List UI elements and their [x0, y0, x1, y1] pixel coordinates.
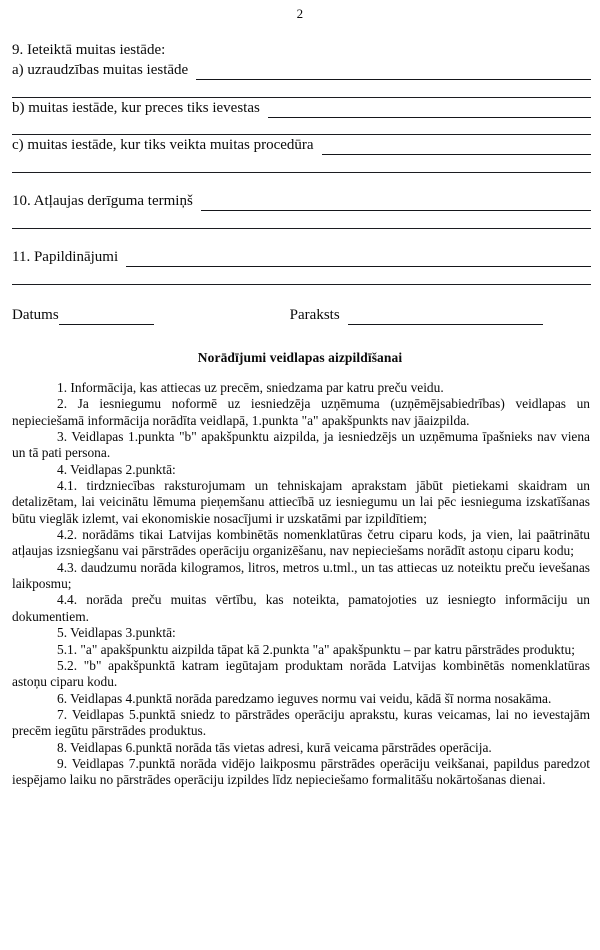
- spacer-10: [12, 211, 591, 228]
- instruction-paragraph: 5.2. "b" apakšpunktā katram iegūtajam produktam norāda Latvijas kombinētās nomenklatūras astoņu ciparu kodu.: [12, 657, 590, 690]
- date-field[interactable]: [59, 310, 154, 325]
- instruction-paragraph: 4.4. norāda preču muitas vērtību, kas noteikta, pamatojoties uz iesniegto informāciju un dokumentiem.: [12, 592, 590, 624]
- instruction-paragraph: 2. Ja iesniegumu noformē uz iesniedzēja uzņēmuma (uzņēmējsabiedrības) veidlapas un nepieciešamā informācija norādīta veidlapā, 1.punkta "a" apakšpunkts nav jāaizpilda.: [12, 396, 590, 428]
- form-field-10[interactable]: [201, 195, 591, 211]
- page-number: 2: [296, 6, 304, 21]
- divider-11: [12, 284, 591, 285]
- instruction-paragraph: 8. Veidlapas 6.punktā norāda tās vietas adresi, kurā veicama pārstrādes operācija.: [57, 739, 492, 755]
- instructions-title: Norādījumi veidlapas aizpildīšanai: [197, 350, 403, 365]
- form-label-9a: a) uzraudzības muitas iestāde: [12, 62, 189, 78]
- form-row-9b: [12, 98, 591, 118]
- form-field-11[interactable]: [126, 251, 591, 267]
- instruction-paragraph: 5. Veidlapas 3.punktā:: [57, 625, 176, 641]
- instruction-paragraph: 1. Informācija, kas attiecas uz precēm, sniedzama par katru preču veidu.: [57, 380, 444, 395]
- form-section: [0, 40, 600, 285]
- spacer-9c: [12, 155, 591, 172]
- date-label: Datums: [12, 307, 59, 323]
- instruction-paragraph: 6. Veidlapas 4.punktā norāda paredzamo ieguves normu vai veidu, kādā šī norma nosakāma.: [57, 690, 552, 706]
- instruction-paragraph: 4.3. daudzumu norāda kilogramos, litros, metros u.tml., un tas attiecas uz noteiktu preču ievešanas laikposmu;: [12, 559, 590, 592]
- form-field-9b[interactable]: [268, 102, 591, 118]
- form-row-9a: [12, 60, 591, 80]
- section-9-heading: 9. Ieteiktā muitas iestāde:: [12, 42, 166, 58]
- spacer-before-10: [12, 173, 591, 191]
- form-row-11: [12, 247, 591, 267]
- spacer-9b: [12, 118, 591, 134]
- form-row-9c: [12, 135, 591, 155]
- instruction-paragraph: 7. Veidlapas 5.punktā sniedz to pārstrādes operāciju aprakstu, kuras veicamas, lai no ievestajām precēm iegūtu pārstrādes produktus.: [12, 706, 590, 739]
- form-field-9a[interactable]: [196, 64, 591, 80]
- form-field-9c[interactable]: [322, 139, 591, 155]
- signature-field[interactable]: [348, 310, 543, 325]
- instruction-paragraph: 4.1. tirdzniecības raksturojumam un tehniskajam aprakstam jābūt pietiekami skaidram un detalizētam, lai veicinātu lēmuma pieņemšanu attiecībā uz iesniegumu un lai pēc iesnieguma izskatīšanas būtu vieglāk izlemt, vai ekonomiskie nosacījumi ir uzskatāmi par izpildītiem;: [12, 478, 590, 526]
- instructions-body: [0, 380, 600, 789]
- signature-label: Paraksts: [289, 307, 340, 323]
- instruction-paragraph: 5.1. "a" apakšpunktu aizpilda tāpat kā 2.punkta "a" apakšpunktu – par katru pārstrādes produktu;: [57, 641, 575, 657]
- form-row-10: [12, 191, 591, 211]
- spacer-before-11: [12, 229, 591, 247]
- signature-row: [0, 305, 600, 325]
- spacer-9a: [12, 80, 591, 97]
- form-label-9c: c) muitas iestāde, kur tiks veikta muitas procedūra: [12, 137, 314, 153]
- instruction-paragraph: 4. Veidlapas 2.punktā:: [57, 461, 176, 477]
- form-label-9b: b) muitas iestāde, kur preces tiks ievestas: [12, 100, 260, 116]
- instruction-paragraph: 3. Veidlapas 1.punkta "b" apakšpunktu aizpilda, ja iesniedzējs un uzņēmuma īpašnieks nav viena un tā pati persona.: [12, 429, 590, 461]
- instruction-paragraph: 9. Veidlapas 7.punktā norāda vidējo laikposmu pārstrādes operāciju veikšanai, papildus paredzot iespējamo laiku no pārstrādes operāciju izpildes līdz nepieciešamo formalitāšu nokārtošanas dienai.: [12, 755, 590, 788]
- form-label-10: 10. Atļaujas derīguma termiņš: [12, 193, 193, 209]
- instruction-paragraph: 4.2. norādāms tikai Latvijas kombinētās nomenklatūras četru ciparu kods, ja vien, lai paātrinātu atļaujas izsniegšanu vai pārstrādes operāciju organizēšanu, nav nepieciešams norādīt astoņu ciparu kodu;: [12, 527, 590, 559]
- spacer-11: [12, 267, 591, 284]
- form-label-11: 11. Papildinājumi: [12, 249, 119, 265]
